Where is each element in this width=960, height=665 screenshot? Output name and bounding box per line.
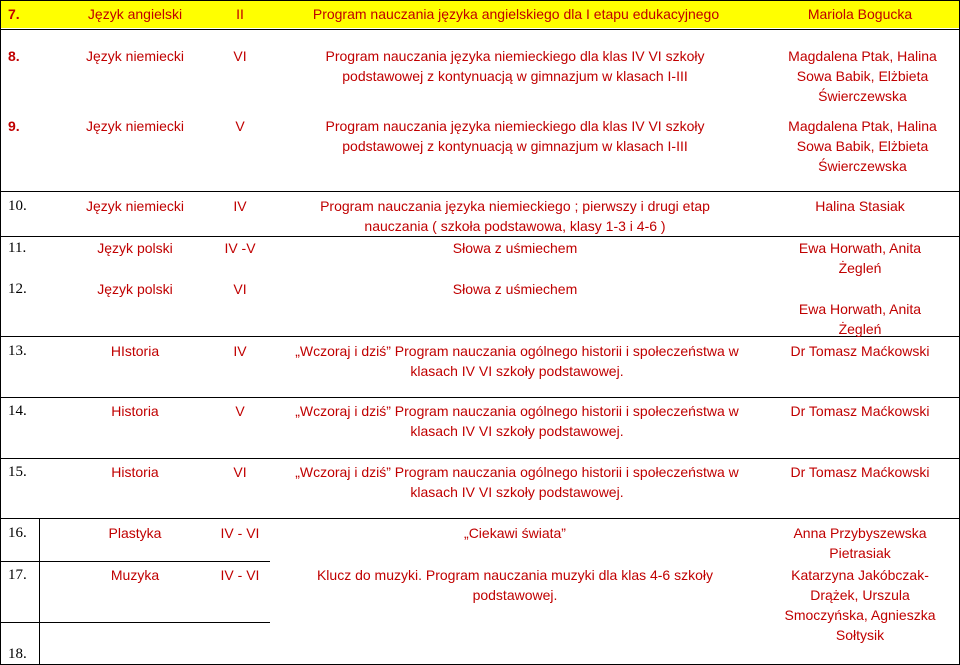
program-cell: Program nauczania języka niemieckiego ; pierwszy i drugi etap nauczania ( szkoła podstawowa, klasy 1-3 i 4-6 ) — [320, 198, 710, 234]
class-cell: VI — [233, 464, 247, 480]
row-number: 11. — [8, 240, 27, 256]
program-cell: „Wczoraj i dziś” Program nauczania ogólnego historii i społeczeństwa w klasach IV VI szkoły podstawowej. — [295, 403, 739, 439]
authors-cell: Dr Tomasz Maćkowski — [790, 464, 930, 480]
authors-cell: Anna Przybyszewska Pietrasiak — [793, 525, 927, 561]
program-cell: Program nauczania języka niemieckiego dla klas IV VI szkoły podstawowej z kontynuacją w gimnazjum w klasach I-III — [325, 48, 705, 84]
subject-cell: Język niemiecki — [85, 198, 185, 214]
class-cell: IV — [233, 198, 247, 214]
subject-cell: Muzyka — [110, 567, 160, 583]
subject-cell: Historia — [111, 403, 159, 419]
authors-cell: Dr Tomasz Maćkowski — [790, 403, 930, 419]
program-cell: Klucz do muzyki. Program nauczania muzyki dla klas 4-6 szkoły podstawowej. — [316, 567, 714, 603]
row-number: 7. — [8, 6, 20, 22]
row-divider — [0, 561, 270, 562]
row-number: 17. — [8, 567, 27, 583]
subject-cell: HIstoria — [110, 343, 160, 359]
row-divider — [0, 518, 960, 519]
authors-cell: Magdalena Ptak, Halina Sowa Babik, Elżbieta Świerczewska — [788, 48, 937, 104]
class-cell: VI — [233, 281, 247, 297]
authors-cell: Ewa Horwath, Anita Żegleń — [798, 301, 922, 337]
row-divider — [0, 236, 960, 237]
program-cell: „Wczoraj i dziś” Program nauczania ogólnego historii i społeczeństwa w klasach IV VI szkoły podstawowej. — [295, 464, 739, 500]
subject-cell: Język polski — [97, 281, 173, 297]
authors-cell: Ewa Horwath, Anita Żegleń — [798, 240, 922, 276]
program-cell: „Ciekawi świata” — [464, 525, 566, 541]
subject-cell: Język angielski — [87, 6, 183, 22]
class-cell: IV - VI — [220, 525, 260, 541]
program-cell: Program nauczania języka niemieckiego dla klas IV VI szkoły podstawowej z kontynuacją w gimnazjum w klasach I-III — [325, 118, 705, 154]
program-cell: „Wczoraj i dziś” Program nauczania ogólnego historii i społeczeństwa w klasach IV VI szkoły podstawowej. — [295, 343, 739, 379]
row-number: 8. — [8, 48, 20, 64]
class-cell: IV — [233, 343, 247, 359]
row-number: 14. — [8, 403, 27, 419]
subject-cell: Język niemiecki — [85, 118, 185, 134]
class-cell: IV -V — [224, 240, 256, 256]
row-divider — [0, 622, 270, 623]
class-cell: V — [235, 118, 245, 134]
row-divider — [0, 29, 960, 30]
row-number: 16. — [8, 525, 27, 541]
row-number: 13. — [8, 343, 27, 359]
authors-cell: Halina Stasiak — [815, 198, 905, 214]
subject-cell: Język polski — [97, 240, 173, 256]
column-divider — [39, 519, 40, 665]
row-number: 9. — [8, 118, 20, 134]
authors-cell: Katarzyna Jakóbczak-Drążek, Urszula Smoczyńska, Agnieszka Sołtysik — [784, 567, 936, 643]
class-cell: II — [236, 6, 244, 22]
column-divider — [0, 0, 1, 665]
row-number: 10. — [8, 198, 27, 214]
program-cell: Słowa z uśmiechem — [452, 281, 578, 297]
class-cell: VI — [233, 48, 247, 64]
program-cell: Słowa z uśmiechem — [452, 240, 578, 256]
program-cell: Program nauczania języka angielskiego dla I etapu edukacyjnego — [312, 6, 720, 22]
subject-cell: Plastyka — [108, 525, 162, 541]
row-number: 12. — [8, 281, 27, 297]
subject-cell: Historia — [111, 464, 159, 480]
row-divider — [0, 191, 960, 192]
row-divider — [0, 458, 960, 459]
row-number: 18. — [8, 646, 27, 662]
row-number: 15. — [8, 464, 27, 480]
authors-cell: Magdalena Ptak, Halina Sowa Babik, Elżbieta Świerczewska — [788, 118, 937, 174]
class-cell: IV - VI — [220, 567, 260, 583]
authors-cell: Dr Tomasz Maćkowski — [790, 343, 930, 359]
row-divider — [0, 397, 960, 398]
class-cell: V — [235, 403, 245, 419]
authors-cell: Mariola Bogucka — [807, 6, 913, 22]
subject-cell: Język niemiecki — [85, 48, 185, 64]
